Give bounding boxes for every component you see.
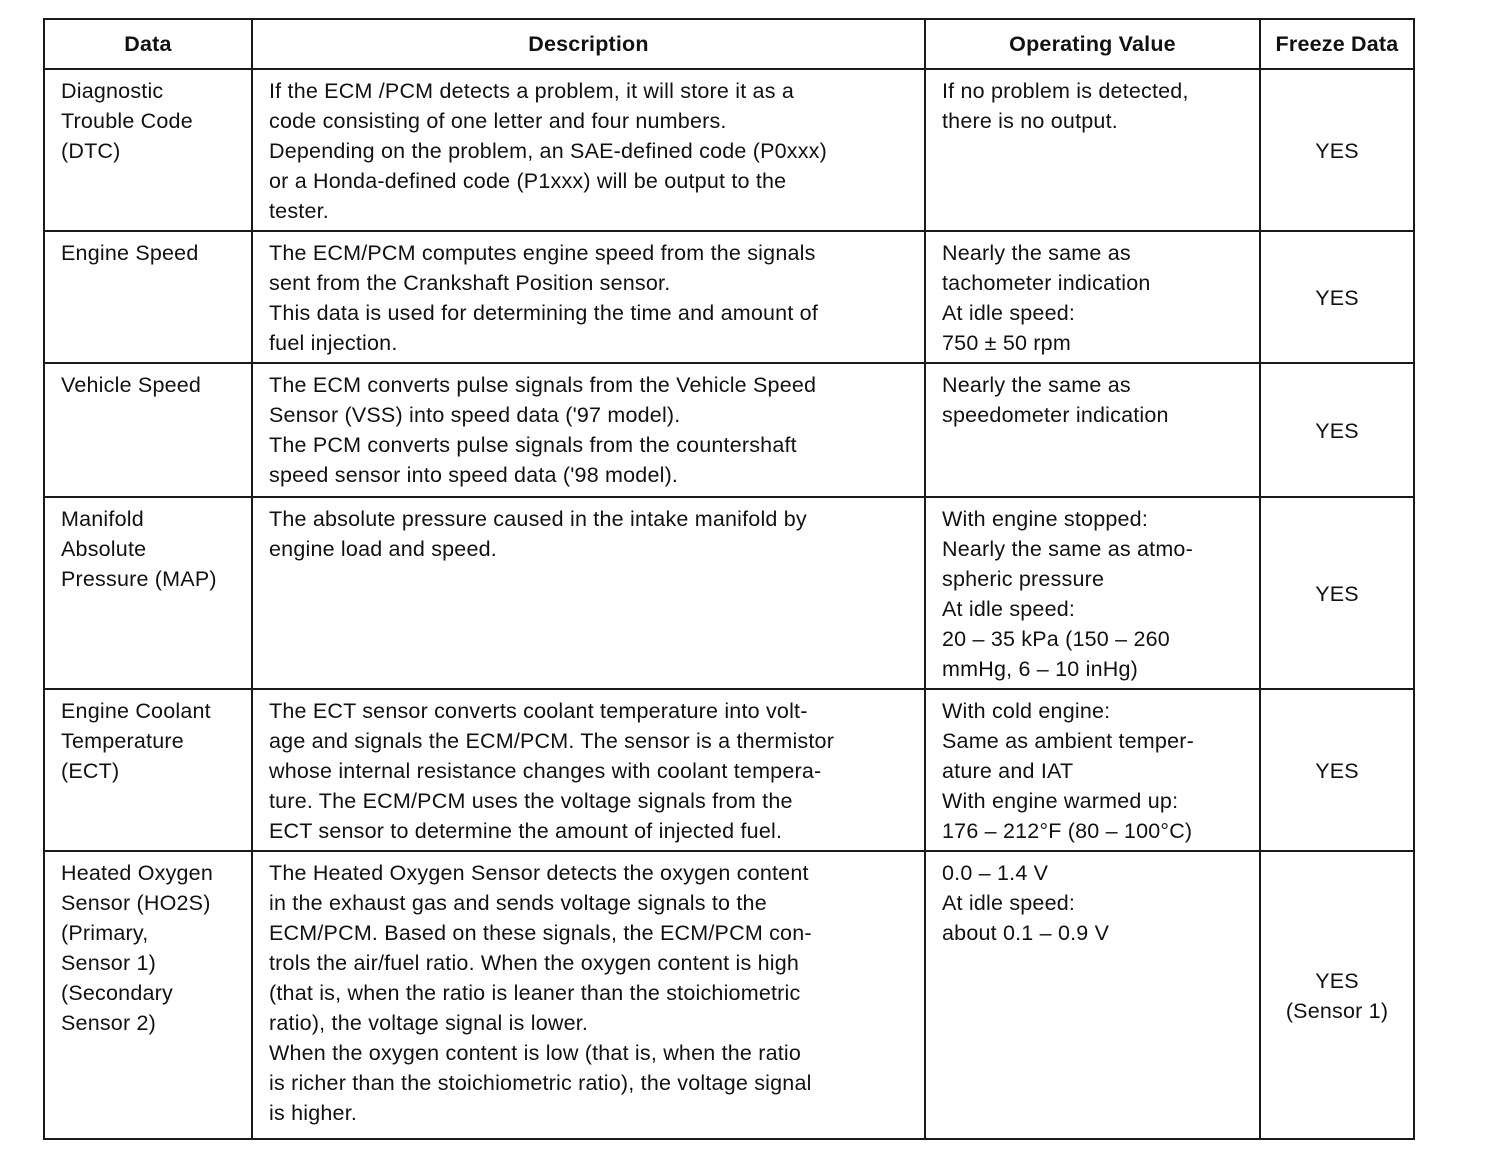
cell-description xyxy=(252,689,925,851)
cell-operating-value xyxy=(925,689,1260,851)
cell-description-line: is richer than the stoichiometric ratio), the voltage signal xyxy=(269,1071,812,1095)
cell-description-line: engine load and speed. xyxy=(269,537,497,561)
cell-freeze-data xyxy=(1260,497,1414,689)
cell-operating-value-line: With cold engine: xyxy=(942,699,1111,723)
cell-description-line: This data is used for determining the time and amount of xyxy=(269,301,818,325)
cell-description-line: is higher. xyxy=(269,1101,358,1125)
cell-operating-value xyxy=(925,363,1260,497)
cell-data-line: Pressure (MAP) xyxy=(61,567,217,591)
cell-description-line: whose internal resistance changes with coolant tempera- xyxy=(269,759,822,783)
cell-data-line: (Secondary xyxy=(61,981,173,1005)
cell-operating-value-line: tachometer indication xyxy=(942,271,1151,295)
cell-description xyxy=(252,69,925,231)
table-row xyxy=(44,689,1414,851)
cell-data-line: (ECT) xyxy=(61,759,120,783)
cell-description-line: The absolute pressure caused in the intake manifold by xyxy=(269,507,807,531)
cell-operating-value-line: At idle speed: xyxy=(942,301,1076,325)
cell-data-line: Temperature xyxy=(61,729,184,753)
cell-data-line: Absolute xyxy=(61,537,147,561)
cell-data xyxy=(44,689,252,851)
cell-data-line: Diagnostic xyxy=(61,79,164,103)
cell-operating-value-line: With engine warmed up: xyxy=(942,789,1179,813)
cell-operating-value-line: Nearly the same as xyxy=(942,373,1131,397)
cell-description-line: The Heated Oxygen Sensor detects the oxygen content xyxy=(269,861,809,885)
cell-operating-value-line: 750 ± 50 rpm xyxy=(942,331,1071,355)
cell-description xyxy=(252,231,925,363)
cell-description-line: Sensor (VSS) into speed data ('97 model). xyxy=(269,403,681,427)
table-row xyxy=(44,69,1414,231)
cell-description-line: The ECM/PCM computes engine speed from the signals xyxy=(269,241,816,265)
cell-description-line: age and signals the ECM/PCM. The sensor is a thermistor xyxy=(269,729,835,753)
cell-data-line: (DTC) xyxy=(61,139,121,163)
cell-description-line: speed sensor into speed data ('98 model). xyxy=(269,463,679,487)
cell-description-line: fuel injection. xyxy=(269,331,398,355)
header-row xyxy=(44,19,1414,69)
cell-description xyxy=(252,497,925,689)
cell-description-line: tester. xyxy=(269,199,329,223)
cell-freeze-data-line: YES xyxy=(1315,969,1359,993)
header-operating-value: Operating Value xyxy=(925,19,1260,69)
table-row xyxy=(44,497,1414,689)
cell-data-line: (Primary, xyxy=(61,921,149,945)
cell-description-line: ECM/PCM. Based on these signals, the ECM/PCM con- xyxy=(269,921,812,945)
cell-data-line: Sensor (HO2S) xyxy=(61,891,211,915)
cell-data-line: Heated Oxygen xyxy=(61,861,213,885)
cell-operating-value-line: ature and IAT xyxy=(942,759,1074,783)
cell-description-line: ratio), the voltage signal is lower. xyxy=(269,1011,589,1035)
cell-operating-value-line: With engine stopped: xyxy=(942,507,1148,531)
cell-description-line: trols the air/fuel ratio. When the oxygen content is high xyxy=(269,951,800,975)
cell-operating-value-line: 20 – 35 kPa (150 – 260 xyxy=(942,627,1170,651)
header-description: Description xyxy=(252,19,925,69)
cell-operating-value-line: mmHg, 6 – 10 inHg) xyxy=(942,657,1138,681)
cell-operating-value-line: about 0.1 – 0.9 V xyxy=(942,921,1110,945)
table-row xyxy=(44,363,1414,497)
cell-data xyxy=(44,363,252,497)
cell-data-line: Engine Speed xyxy=(61,241,199,265)
cell-data-line: Engine Coolant xyxy=(61,699,211,723)
cell-operating-value-line: speedometer indication xyxy=(942,403,1169,427)
cell-freeze-data xyxy=(1260,689,1414,851)
cell-operating-value-line: 0.0 – 1.4 V xyxy=(942,861,1049,885)
cell-freeze-data-line: YES xyxy=(1315,286,1359,310)
cell-freeze-data-line: (Sensor 1) xyxy=(1285,999,1389,1023)
data-spec-table xyxy=(43,18,1415,1140)
cell-description-line: The PCM converts pulse signals from the countershaft xyxy=(269,433,797,457)
cell-freeze-data xyxy=(1260,851,1414,1139)
cell-operating-value-line: At idle speed: xyxy=(942,891,1076,915)
cell-operating-value-line: there is no output. xyxy=(942,109,1118,133)
cell-description-line: ECT sensor to determine the amount of injected fuel. xyxy=(269,819,783,843)
cell-data-line: Sensor 2) xyxy=(61,1011,157,1035)
cell-operating-value-line: 176 – 212°F (80 – 100°C) xyxy=(942,819,1193,843)
cell-freeze-data-line: YES xyxy=(1315,139,1359,163)
cell-operating-value-line: Nearly the same as atmo- xyxy=(942,537,1193,561)
cell-description xyxy=(252,363,925,497)
cell-freeze-data-line: YES xyxy=(1315,759,1359,783)
cell-description-line: (that is, when the ratio is leaner than the stoichiometric xyxy=(269,981,801,1005)
table-row xyxy=(44,231,1414,363)
table-row xyxy=(44,851,1414,1139)
cell-freeze-data xyxy=(1260,69,1414,231)
cell-description-line: in the exhaust gas and sends voltage signals to the xyxy=(269,891,767,915)
cell-operating-value xyxy=(925,497,1260,689)
cell-description-line: or a Honda-defined code (P1xxx) will be output to the xyxy=(269,169,787,193)
header-data: Data xyxy=(44,19,252,69)
cell-operating-value-line: spheric pressure xyxy=(942,567,1105,591)
cell-data xyxy=(44,851,252,1139)
cell-freeze-data xyxy=(1260,363,1414,497)
cell-data-line: Sensor 1) xyxy=(61,951,157,975)
cell-description-line: The ECT sensor converts coolant temperature into volt- xyxy=(269,699,808,723)
cell-description-line: Depending on the problem, an SAE-defined code (P0xxx) xyxy=(269,139,827,163)
cell-description xyxy=(252,851,925,1139)
cell-data-line: Manifold xyxy=(61,507,144,531)
cell-freeze-data xyxy=(1260,231,1414,363)
cell-operating-value-line: At idle speed: xyxy=(942,597,1076,621)
header-freeze-data: Freeze Data xyxy=(1260,19,1414,69)
cell-description-line: code consisting of one letter and four numbers. xyxy=(269,109,727,133)
cell-description-line: ture. The ECM/PCM uses the voltage signals from the xyxy=(269,789,793,813)
cell-data xyxy=(44,231,252,363)
cell-operating-value-line: Same as ambient temper- xyxy=(942,729,1194,753)
cell-description-line: The ECM converts pulse signals from the Vehicle Speed xyxy=(269,373,817,397)
cell-freeze-data-line: YES xyxy=(1315,582,1359,606)
cell-description-line: sent from the Crankshaft Position sensor. xyxy=(269,271,671,295)
cell-data-line: Vehicle Speed xyxy=(61,373,202,397)
cell-data xyxy=(44,497,252,689)
cell-operating-value xyxy=(925,231,1260,363)
cell-data-line: Trouble Code xyxy=(61,109,193,133)
cell-operating-value xyxy=(925,851,1260,1139)
cell-description-line: When the oxygen content is low (that is, when the ratio xyxy=(269,1041,802,1065)
cell-description-line: If the ECM /PCM detects a problem, it will store it as a xyxy=(269,79,794,103)
cell-data xyxy=(44,69,252,231)
cell-freeze-data-line: YES xyxy=(1315,419,1359,443)
cell-operating-value-line: Nearly the same as xyxy=(942,241,1131,265)
cell-operating-value-line: If no problem is detected, xyxy=(942,79,1189,103)
cell-operating-value xyxy=(925,69,1260,231)
